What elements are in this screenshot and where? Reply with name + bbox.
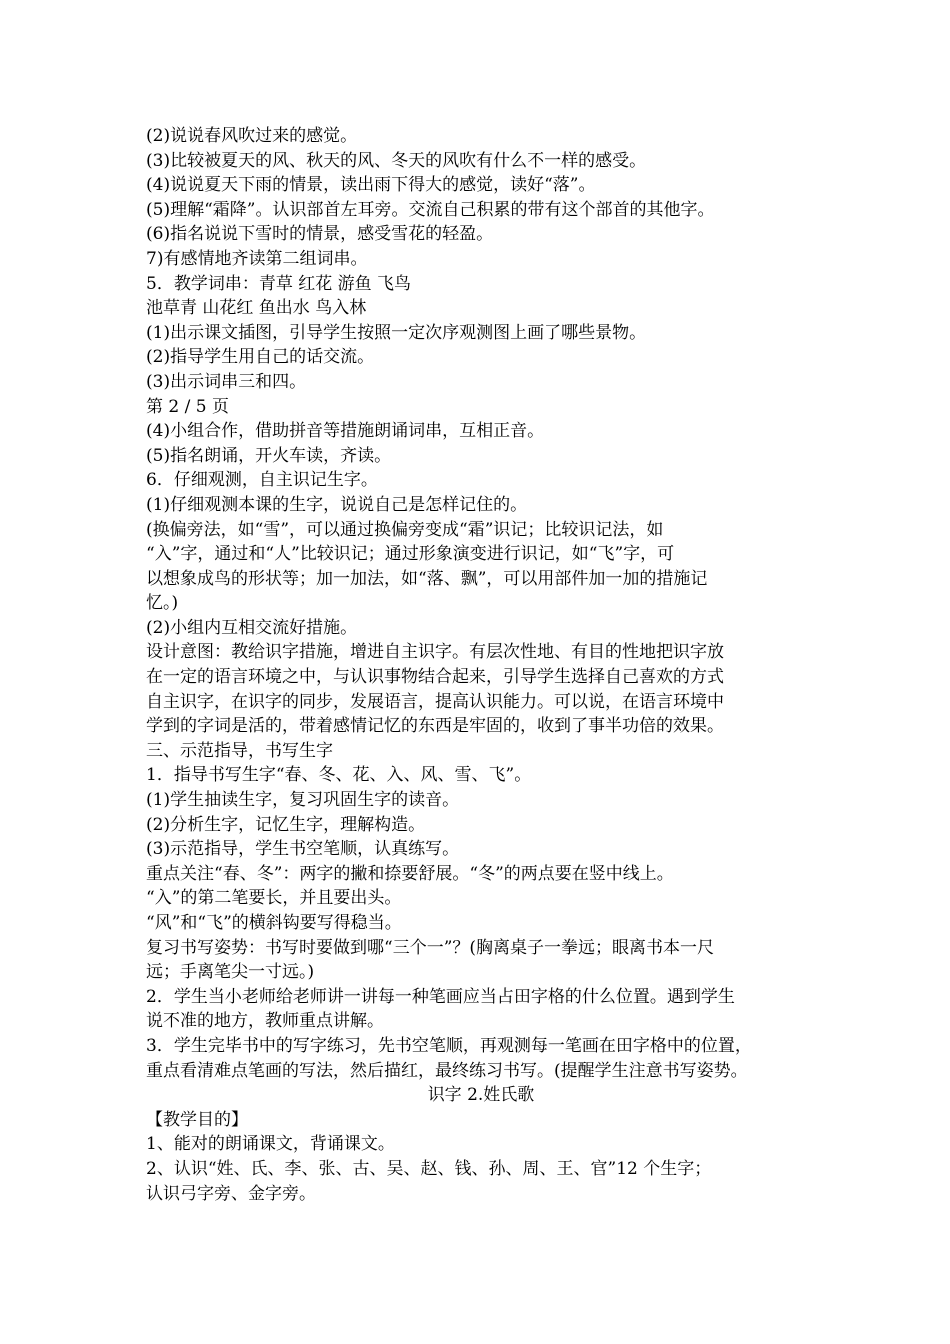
section-title: 识字 2.姓氏歌 <box>427 1085 535 1106</box>
text-line: “风”和“飞”的横斜钩要写得稳当。 <box>146 913 402 933</box>
text-line: 【教学目的】 <box>146 1109 248 1130</box>
text-line: (6)指名说说下雪时的情景，感受雪花的轻盈。 <box>146 224 494 245</box>
text-line: 池草青 山花红 鱼出水 鸟入林 <box>146 298 367 319</box>
document-page <box>146 124 816 1206</box>
text-line: (换偏旁法，如“雪”，可以通过换偏旁变成“霜”识记；比较识记法，如 <box>146 519 664 540</box>
text-line: (1)出示课文插图，引导学生按照一定次序观测图上画了哪些景物。 <box>146 322 647 343</box>
text-line: 远；手离笔尖一寸远。) <box>146 962 315 983</box>
text-line: 说不准的地方，教师重点讲解。 <box>146 1011 384 1032</box>
text-line: (1)学生抽读生字，复习巩固生字的读音。 <box>146 790 460 811</box>
text-line: 重点看清难点笔画的写法，然后描红，最终练习书写。(提醒学生注意书写姿势。 <box>146 1060 748 1081</box>
text-line: (1)仔细观测本课的生字，说说自己是怎样记住的。 <box>146 494 528 515</box>
text-line: 以想象成鸟的形状等；加一加法，如“落、飘”，可以用部件加一加的措施记 <box>146 568 708 589</box>
text-line: 7)有感情地齐读第二组词串。 <box>146 248 368 269</box>
text-line: (5)指名朗诵，开火车读，齐读。 <box>146 445 392 466</box>
text-line: (3)比较被夏天的风、秋天的风、冬天的风吹有什么不一样的感受。 <box>146 150 647 171</box>
text-line: 6．仔细观测，自主识记生字。 <box>146 470 378 491</box>
text-line: 3．学生完毕书中的写字练习，先书空笔顺，再观测每一笔画在田字格中的位置， <box>146 1035 752 1056</box>
text-line: 学到的字词是活的，带着感情记忆的东西是牢固的，收到了事半功倍的效果。 <box>146 716 724 737</box>
text-line: “入”的第二笔要长，并且要出头。 <box>146 888 402 909</box>
text-line: 认识弓字旁、金字旁。 <box>146 1183 316 1204</box>
text-line: 设计意图：教给识字措施，增进自主识字。有层次性地、有目的性地把识字放 <box>146 642 724 663</box>
text-line: 1、能对的朗诵课文，背诵课文。 <box>146 1134 395 1155</box>
text-line: (5)理解“霜降”。认识部首左耳旁。交流自己积累的带有这个部首的其他字。 <box>146 199 715 220</box>
text-line: (3)示范指导，学生书空笔顺，认真练写。 <box>146 839 460 860</box>
text-line: 忆。) <box>146 593 179 614</box>
text-line: 5．教学词串：青草 红花 游鱼 飞鸟 <box>146 273 412 294</box>
text-line: 复习书写姿势：书写时要做到哪“三个一”？(胸离桌子一拳远；眼离书本一尺 <box>146 937 715 958</box>
text-line: (2)说说春风吹过来的感觉。 <box>146 126 358 146</box>
text-line: 1．指导书写生字“春、冬、花、入、风、雪、飞”。 <box>146 765 532 786</box>
text-line: 2．学生当小老师给老师讲一讲每一种笔画应当占田字格的什么位置。遇到学生 <box>146 986 735 1007</box>
document-body-after <box>146 1108 816 1206</box>
document-body <box>146 124 816 1083</box>
text-line: (3)出示词串三和四。 <box>146 371 307 392</box>
text-line: (4)小组合作，借助拼音等措施朗诵词串，互相正音。 <box>146 421 545 442</box>
text-line: 重点关注“春、冬”：两字的撇和捺要舒展。“冬”的两点要在竖中线上。 <box>146 863 674 884</box>
text-line: (2)分析生字，记忆生字，理解构造。 <box>146 814 426 835</box>
text-line: 2、认识“姓、氏、李、张、古、吴、赵、钱、孙、周、王、官”12 个生字； <box>146 1158 712 1179</box>
text-line: 三、示范指导，书写生字 <box>146 740 333 761</box>
text-line: 自主识字，在识字的同步，发展语言，提高认识能力。可以说，在语言环境中 <box>146 691 724 712</box>
text-line: (2)指导学生用自己的话交流。 <box>146 347 375 368</box>
text-line: (2)小组内互相交流好措施。 <box>146 617 358 638</box>
text-line: (4)说说夏天下雨的情景，读出雨下得大的感觉，读好“落”。 <box>146 175 596 196</box>
text-line: 第 2 / 5 页 <box>146 396 229 417</box>
text-line: “入”字，通过和“人”比较识记；通过形象演变进行识记，如“飞”字，可 <box>146 544 675 565</box>
text-line: 在一定的语言环境之中，与认识事物结合起来，引导学生选择自己喜欢的方式 <box>146 667 724 688</box>
